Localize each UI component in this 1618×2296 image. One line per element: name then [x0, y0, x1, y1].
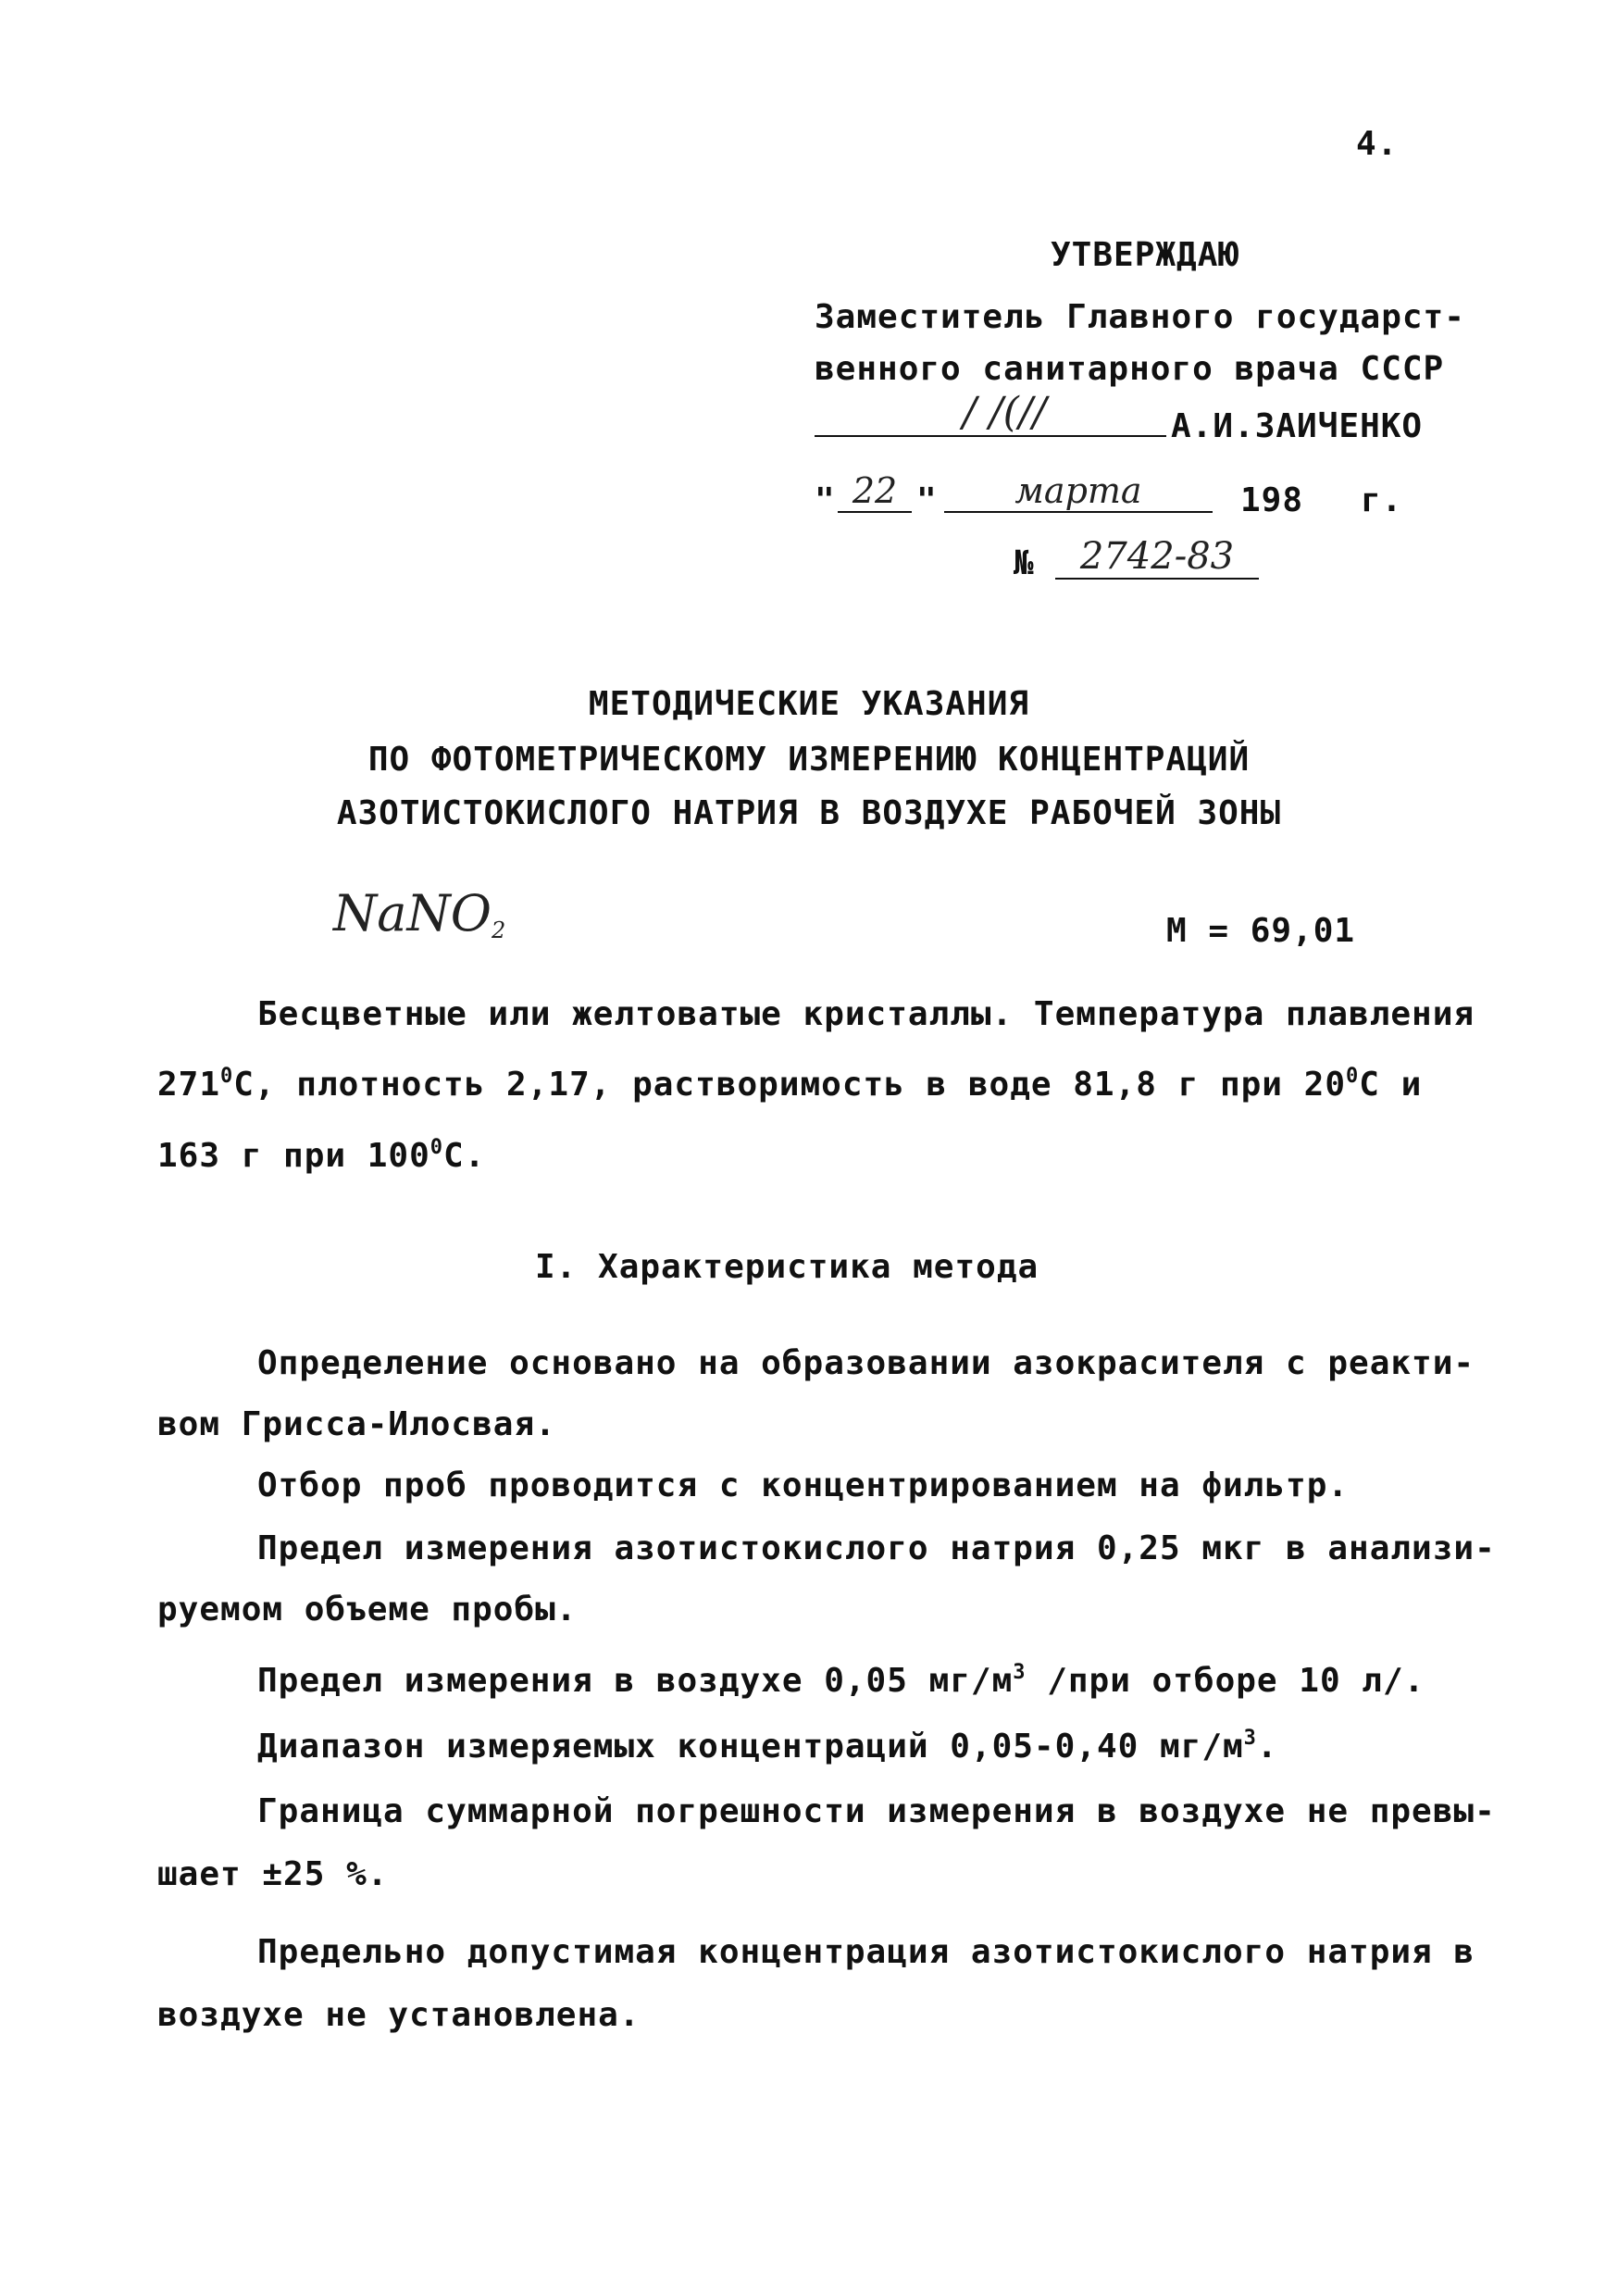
section-p1-line2: вом Грисса-Илосвая.	[157, 1405, 556, 1443]
section-p1-line1: Определение основано на образовании азокрасителя с реакти-	[257, 1344, 1475, 1382]
section-p7-line1: Предельно допустимая концентрация азотистокислого натрия в	[257, 1933, 1475, 1971]
properties-line3-end: С.	[443, 1137, 486, 1175]
properties-line2	[157, 1065, 1422, 1104]
section-p4-end: /при отборе 10 л/.	[1026, 1662, 1425, 1700]
approval-heading: УТВЕРЖДАЮ	[1051, 236, 1240, 274]
properties-line1: Бесцветные или желтоватые кристаллы. Температура плавления	[257, 995, 1475, 1033]
cubic-superscript: 3	[1013, 1661, 1027, 1684]
properties-line3	[157, 1136, 485, 1175]
number-sign: №	[1014, 544, 1035, 582]
section-p6-line1: Граница суммарной погрешности измерения в воздухе не превы-	[257, 1792, 1496, 1830]
degree-sign: 0	[1346, 1065, 1360, 1088]
properties-line2-text: С, плотность 2,17, растворимость в воде 81,8 г при 20	[233, 1066, 1346, 1104]
section-p7-line2: воздухе не установлена.	[157, 1996, 641, 2034]
section-p2: Отбор проб проводится с концентрированием на фильтр.	[257, 1466, 1350, 1504]
formula-base: NaNO	[333, 884, 492, 942]
section-heading: I. Характеристика метода	[535, 1248, 1039, 1286]
approver-name: А.И.ЗАИЧЕНКО	[1171, 407, 1424, 445]
doc-title-line1: МЕТОДИЧЕСКИЕ УКАЗАНИЯ	[588, 685, 1030, 723]
signature-handwriting: / /(//	[963, 389, 1047, 436]
properties-line2-end: С и	[1359, 1066, 1423, 1104]
approval-title-line2: венного санитарного врача СССР	[815, 350, 1445, 388]
date-year: 198	[1240, 481, 1304, 519]
degree-sign: 0	[220, 1065, 234, 1088]
degree-sign: 0	[429, 1136, 444, 1159]
doc-title-line2: ПО ФОТОМЕТРИЧЕСКОМУ ИЗМЕРЕНИЮ КОНЦЕНТРАЦИЙ	[367, 741, 1251, 779]
section-p4	[257, 1661, 1425, 1700]
melting-point-value: 271	[157, 1066, 221, 1104]
cubic-superscript: 3	[1243, 1727, 1257, 1750]
approval-number: 2742-83	[1055, 535, 1259, 580]
section-p5-text: Диапазон измеряемых концентраций 0,05-0,40 мг/м	[257, 1728, 1244, 1766]
section-p5	[257, 1727, 1278, 1766]
doc-title-line3: АЗОТИСТОКИСЛОГО НАТРИЯ В ВОЗДУХЕ РАБОЧЕЙ ЗОНЫ	[336, 794, 1282, 832]
approval-title-line1: Заместитель Главного государст-	[815, 298, 1465, 336]
formula-subscript: 2	[491, 917, 506, 943]
chemical-formula	[333, 884, 505, 943]
section-p3-line2: руемом объеме пробы.	[157, 1591, 578, 1628]
date-close-quote: "	[916, 481, 938, 519]
section-p6-line2: шает ±25 %.	[157, 1855, 389, 1893]
page-number: 4.	[1356, 125, 1399, 163]
date-year-suffix: г.	[1361, 481, 1403, 519]
section-p4-text: Предел измерения в воздухе 0,05 мг/м	[257, 1662, 1014, 1700]
section-p3-line1: Предел измерения азотистокислого натрия 0,25 мкг в анализи-	[257, 1529, 1496, 1567]
date-day: 22	[838, 470, 912, 513]
molar-mass: М = 69,01	[1166, 912, 1356, 950]
properties-line3-text: 163 г при 100	[157, 1137, 430, 1175]
section-p5-end: .	[1256, 1728, 1278, 1766]
date-open-quote: "	[815, 481, 836, 519]
date-month: марта	[944, 470, 1213, 513]
